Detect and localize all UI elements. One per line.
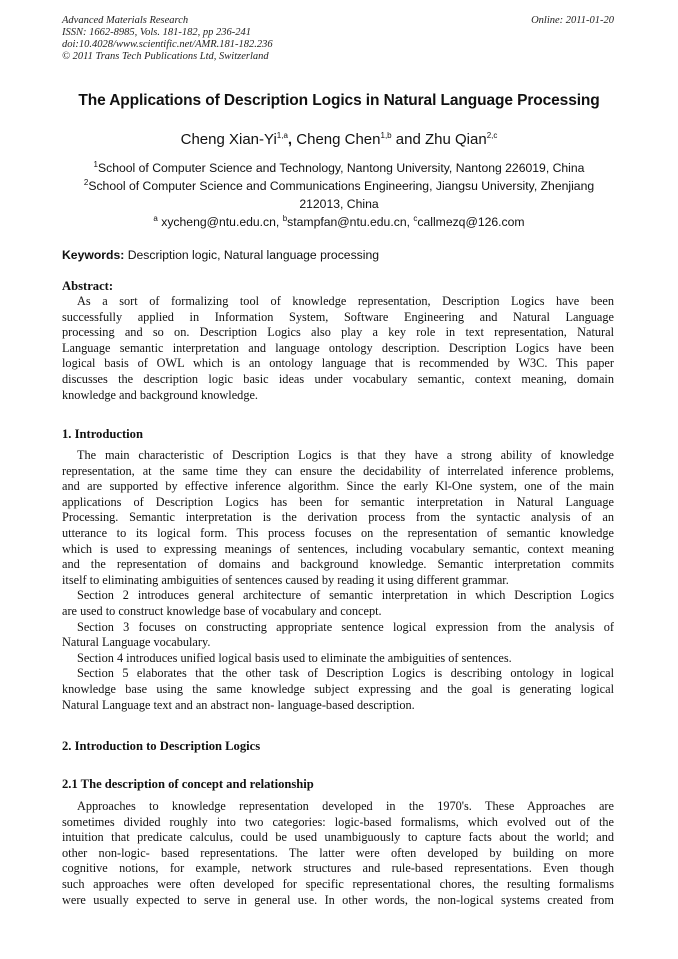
section-heading-introduction: 1. Introduction	[62, 427, 143, 441]
keywords-label: Keywords:	[62, 248, 125, 262]
keywords-text: Description logic, Natural language processing	[124, 248, 380, 262]
affiliation-superscript: 1	[93, 159, 98, 169]
text-line: successfully applied in Information System, Software Engineering and Natural Language	[62, 309, 614, 324]
text-line: Section 2 introduces general architecture of semantic interpretation in which Description Logics	[77, 588, 614, 603]
author-superscript: 2,c	[486, 131, 498, 140]
email-text: stampfan@ntu.edu.cn,	[287, 215, 414, 229]
text-line: Approaches to knowledge representation developed in the 1970's. These Approaches are	[77, 799, 614, 813]
email-superscript: a	[153, 213, 158, 223]
author-emails	[40, 213, 638, 231]
text-line: which is used to expressing meanings of sentences, including vocabulary semantic, context meaning	[62, 541, 614, 556]
text-line: Section 4 introduces unified logical basis used to eliminate the ambiguities of sentences.	[77, 650, 512, 665]
text-line: itself to eliminating ambiguities of sentences caused by reading it using different grammar.	[62, 572, 509, 587]
journal-name: Advanced Materials Research	[62, 15, 189, 26]
journal-header	[62, 15, 614, 63]
text-line: are used to construct knowledge base of vocabulary and concept.	[62, 603, 382, 618]
text-line: Language semantic interpretation and language ontology description. Description Logics have been	[62, 340, 614, 355]
subsection-body	[62, 799, 614, 908]
text-line: cognitive notions, for example, network structures and rule-based representations. Even though	[62, 861, 614, 876]
text-line: knowledge and background knowledge.	[62, 387, 259, 402]
text-line: other non-logic- based representations. The latter were often developed by building on more	[62, 845, 614, 860]
affiliation-2-continued: 212013, China	[299, 197, 379, 211]
text-line: applications of Description Logics has been for semantic interpretation in Natural Language	[62, 494, 614, 509]
author-name: Cheng Xian-Yi	[180, 131, 277, 148]
text-line: utterance to its logical form. This process focuses on the representation of semantic knowledge	[62, 525, 614, 540]
text-line: knowledge base using the same knowledge subject expressing and the goal is generating logical	[62, 681, 614, 696]
email-superscript: c	[413, 213, 418, 223]
email-superscript: b	[282, 213, 288, 223]
journal-copyright: © 2011 Trans Tech Publications Ltd, Switzerland	[62, 51, 269, 62]
text-line: representation, at the same time they can ensure the decidability of interrelated inference problems,	[62, 463, 614, 478]
text-line: were usually expected to serve in general use. In other words, the non-logical systems created from	[62, 892, 614, 907]
email-text: xycheng@ntu.edu.cn,	[157, 215, 283, 229]
journal-issn: ISSN: 1662-8985, Vols. 181-182, pp 236-241	[62, 27, 251, 38]
author-separator: ,	[287, 131, 297, 148]
affiliation-1	[40, 159, 638, 177]
affiliation-text: School of Computer Science and Communications Engineering, Jiangsu University, Zhenjiang	[88, 179, 595, 193]
author-name: Zhu Qian	[425, 131, 487, 148]
email-text: callmezq@126.com	[417, 215, 525, 229]
text-line: processing and so on. Description Logics also play a key role in text representation, Natural	[62, 325, 614, 340]
author-superscript: 1,a	[276, 131, 288, 140]
text-line: sometimes divided roughly into two categories: logic-based formalisms, which evolved out of the	[62, 814, 614, 829]
section-heading-description-logics: 2. Introduction to Description Logics	[62, 739, 261, 753]
text-line: Processing. Semantic interpretation is the derivation process from the syntactic analysis of an	[62, 510, 614, 525]
author-list	[40, 131, 638, 148]
text-line: Natural Language text and an abstract non- language-based description.	[62, 697, 415, 712]
journal-doi: doi:10.4028/www.scientific.net/AMR.181-182.236	[62, 39, 273, 50]
text-line: As a sort of formalizing tool of knowledge representation, Description Logics have been	[77, 294, 614, 308]
paper-title: The Applications of Description Logics in Natural Language Processing	[78, 92, 600, 109]
text-line: The main characteristic of Description Logics is that they have a strong ability of knowledge	[77, 448, 614, 462]
text-line: Section 5 elaborates that the other task of Description Logics is describing ontology in logical	[77, 666, 614, 681]
introduction-body	[62, 448, 614, 713]
affiliation-text: School of Computer Science and Technology, Nantong University, Nantong 226019, China	[98, 161, 585, 175]
text-line: Section 3 focuses on constructing appropriate sentence logical expression from the analysis of	[77, 619, 614, 634]
text-line: such approaches were often developed for specific representational chores, the resulting formalisms	[62, 876, 614, 891]
abstract-body	[62, 294, 614, 403]
text-line: discusses the description logic basic ideas under vocabulary semantic, context meaning, domain	[62, 371, 614, 386]
author-superscript: 1,b	[380, 131, 392, 140]
keywords	[62, 248, 614, 262]
text-line: Natural Language vocabulary.	[62, 635, 211, 650]
text-line: intuition that predicate calculus, could be used unambiguously to capture facts about the world; and	[62, 830, 614, 845]
affiliation-2	[40, 177, 638, 195]
abstract-heading: Abstract:	[62, 279, 114, 293]
text-line: and are supported by effective inference algorithm. Since the early Kl-One system, one of the main	[62, 479, 614, 494]
affiliation-superscript: 2	[83, 177, 89, 187]
author-name: Cheng Chen	[296, 131, 381, 148]
text-line: logical basis of OWL which is an ontology language that is recommended by W3C. This paper	[62, 356, 614, 371]
online-date: Online: 2011-01-20	[531, 15, 614, 26]
subsection-heading: 2.1 The description of concept and relationship	[62, 777, 314, 791]
text-line: and the representation of domains and background knowledge. Semantic interpretation commits	[62, 557, 614, 572]
author-separator: and	[391, 131, 425, 148]
